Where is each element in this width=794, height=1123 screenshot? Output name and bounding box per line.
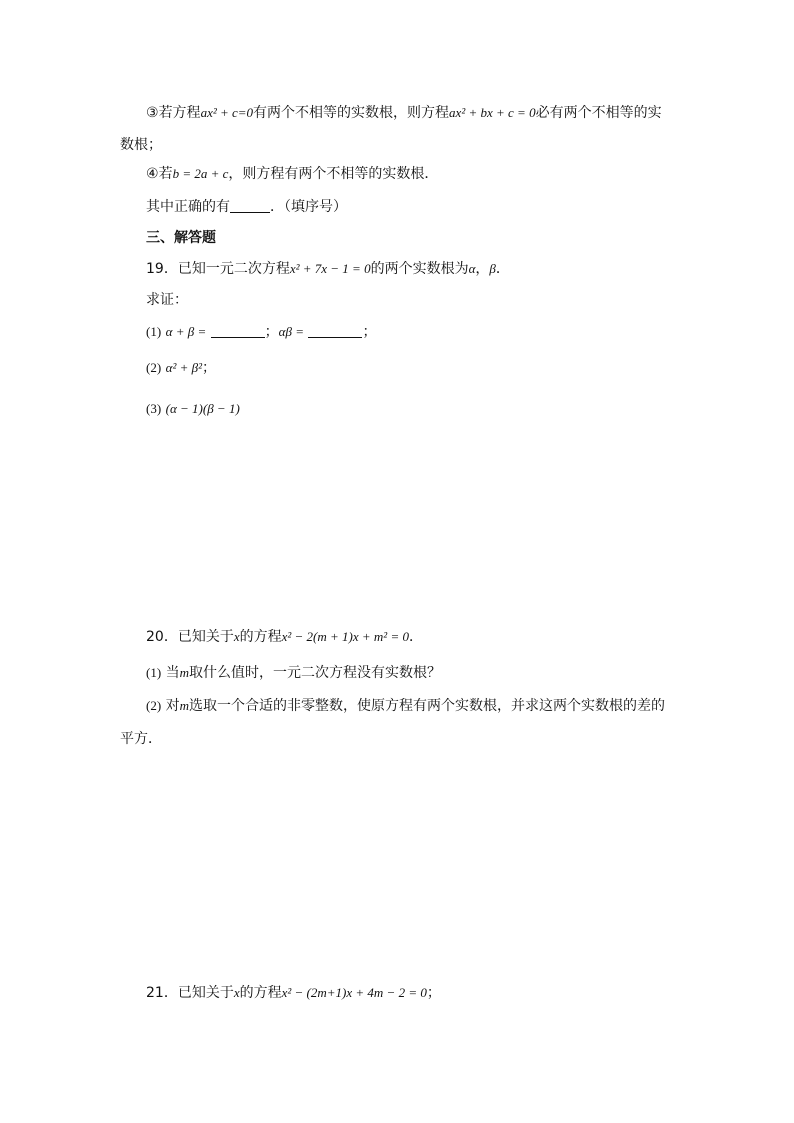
statement-3-continued: 数根； <box>120 137 162 153</box>
statement-3-text-1: 若方程 <box>158 105 201 121</box>
question-19-part-1 <box>146 322 376 342</box>
question-21-number: 21． <box>146 985 178 1001</box>
prove-label: 求证： <box>146 292 188 308</box>
part-1-end: ； <box>362 324 377 340</box>
variable-m: m <box>179 665 190 680</box>
fill-prompt-after: ．（填序号） <box>270 199 347 215</box>
question-19-equation: x² + 7x − 1 = 0 <box>289 261 371 276</box>
question-20-part-1 <box>146 663 441 683</box>
question-19-text-1: 已知一元二次方程 <box>177 261 290 277</box>
part-1-text-2: 取什么值时，一元二次方程没有实数根？ <box>189 665 442 681</box>
variable-m: m <box>179 698 190 713</box>
root-separator: ， <box>475 261 490 277</box>
statement-3-text-3: 必有两个不相等的实 <box>535 105 662 121</box>
product-of-roots-expr: αβ = <box>278 324 304 339</box>
question-21-text-2: 的方程 <box>239 985 282 1001</box>
sum-answer-blank[interactable] <box>211 325 265 338</box>
question-20 <box>146 627 423 647</box>
variable-x: x <box>233 985 240 1000</box>
question-19-text-2: 的两个实数根为 <box>370 261 469 277</box>
question-20-part-2-continued: 平方． <box>120 731 162 747</box>
circled-number-3: ③ <box>146 105 159 121</box>
product-answer-blank[interactable] <box>308 325 362 338</box>
question-19-number: 19． <box>146 261 178 277</box>
question-20-text-2: 的方程 <box>239 629 282 645</box>
part-2-end: ； <box>202 360 216 376</box>
question-21-text-1: 已知关于 <box>177 985 234 1001</box>
equation-b-condition: b = 2a + c <box>172 166 229 181</box>
circled-number-4: ④ <box>146 166 159 182</box>
part-2-text-2: 选取一个合适的非零整数，使原方程有两个实数根，并求这两个实数根的差的 <box>189 698 666 714</box>
statement-3 <box>146 103 662 123</box>
statement-4 <box>146 164 438 184</box>
question-19 <box>146 259 510 279</box>
variable-x: x <box>233 629 240 644</box>
question-20-part-2 <box>146 696 665 716</box>
question-19-part-2 <box>146 358 216 378</box>
part-2-label: (2) <box>146 360 162 375</box>
part-1-text-1: 当 <box>165 665 180 681</box>
part-1-label: (1) <box>146 665 162 680</box>
fill-prompt <box>146 197 347 217</box>
question-21 <box>146 983 441 1003</box>
equation-quadratic: ax² + bx + c = 0 <box>449 105 536 120</box>
part-2-text-1: 对 <box>165 698 180 714</box>
question-20-equation: x² − 2(m + 1)x + m² = 0 <box>281 629 409 644</box>
root-beta: β <box>489 261 496 276</box>
part-3-label: (3) <box>146 401 162 416</box>
question-20-number: 20． <box>146 629 178 645</box>
question-19-part-3 <box>146 399 240 419</box>
sum-of-roots-expr: α + β = <box>165 324 207 339</box>
statement-4-text-2: ，则方程有两个不相等的实数根． <box>228 166 439 182</box>
statement-3-text-2: 有两个不相等的实数根，则方程 <box>253 105 450 121</box>
fill-prompt-before: 其中正确的有 <box>146 199 230 215</box>
equation-ax2-plus-c: ax² + c=0 <box>200 105 254 120</box>
section-title: 三、解答题 <box>146 230 216 246</box>
part-1-label: (1) <box>146 324 162 339</box>
root-alpha: α <box>468 261 476 276</box>
part-1-separator: ； <box>264 324 279 340</box>
question-19-end: ． <box>495 261 510 277</box>
part-2-label: (2) <box>146 698 162 713</box>
statement-4-text-1: 若 <box>158 166 173 182</box>
question-21-equation: x² − (2m+1)x + 4m − 2 = 0 <box>281 985 427 1000</box>
question-20-text-1: 已知关于 <box>177 629 234 645</box>
question-21-end: ； <box>426 985 441 1001</box>
question-20-end: ． <box>408 629 423 645</box>
product-expr: (α − 1)(β − 1) <box>165 401 240 416</box>
answer-blank[interactable] <box>230 200 270 213</box>
sum-of-squares-expr: α² + β² <box>165 360 202 375</box>
